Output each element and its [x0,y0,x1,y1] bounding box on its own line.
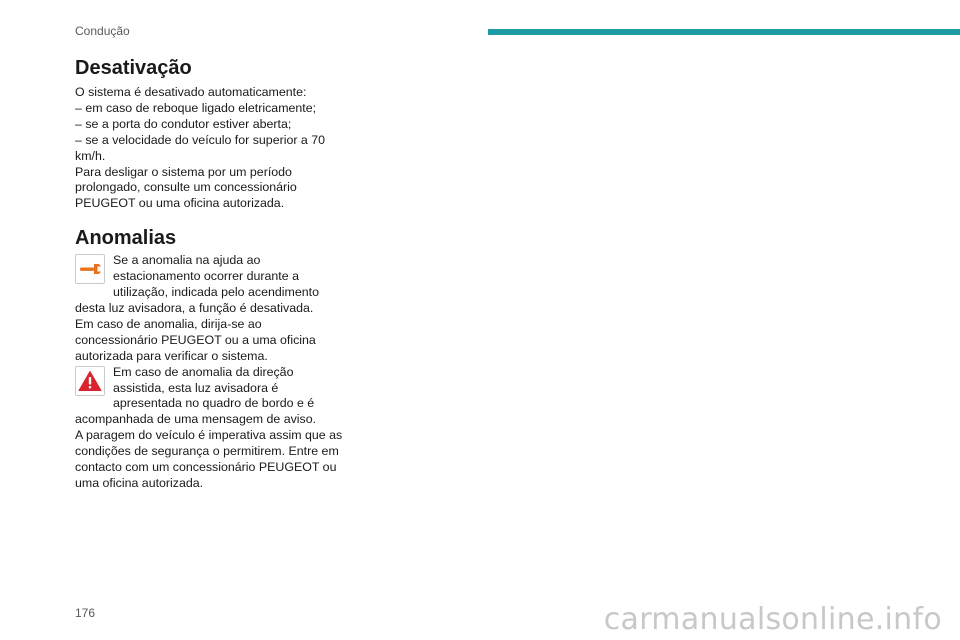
content-column [75,56,343,492]
anomaly-text-steering: Em caso de anomalia da direção assistida, esta luz avisadora é apresentada no quadro de bordo e é acompanhada de uma mensagem de aviso. [75,364,317,427]
anomaly-block-steering [75,365,343,492]
deactivation-note: Para desligar o sistema por um período prolongado, consulte um concessionário PEUGEOT ou uma oficina autorizada. [75,164,297,211]
watermark: carmanualsonline.info [603,602,942,637]
section-header: Condução [75,24,130,38]
heading-deactivation: Desativação [75,57,192,79]
deactivation-item: – se a porta do condutor estiver aberta; [75,116,292,131]
anomaly-followup-parking: Em caso de anomalia, dirija-se ao concessionário PEUGEOT ou a uma oficina autorizada para verificar o sistema. [75,316,316,363]
deactivation-item: – em caso de reboque ligado eletricamente; [75,100,317,115]
anomaly-followup-steering: A paragem do veículo é imperativa assim que as condições de segurança o permitirem. Entre em contacto com um concessionário PEUGEOT ou uma oficina autorizada. [75,428,343,490]
anomaly-block-parking [75,253,343,364]
page-number: 176 [75,606,96,620]
deactivation-item: – se a velocidade do veículo for superior a 70 km/h. [75,132,326,163]
deactivation-intro: O sistema é desativado automaticamente: [75,85,307,99]
accent-bar [488,29,960,35]
anomaly-text-parking: Se a anomalia na ajuda ao estacionamento ocorrer durante a utilização, indicada pelo acendimento desta luz avisadora, a função é desativada. [75,253,319,315]
heading-anomalies: Anomalias [75,227,177,250]
wrench-icon [75,254,105,284]
warning-triangle-icon [75,366,105,396]
